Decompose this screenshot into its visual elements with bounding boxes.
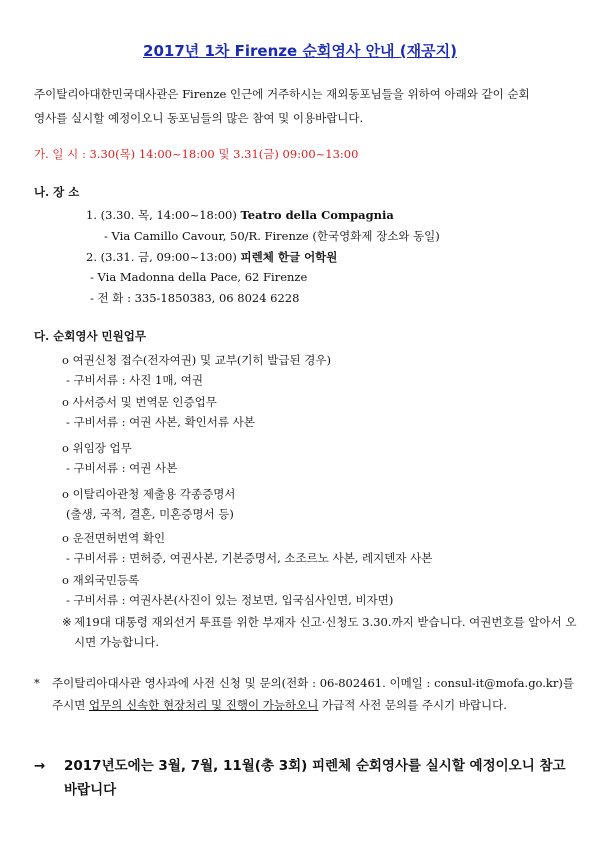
service-title: o 운전면허번역 확인 (62, 531, 166, 545)
place-heading: 나. 장 소 (34, 185, 80, 199)
service-item (62, 530, 582, 566)
intro-paragraph (34, 82, 574, 130)
service-documents: (출생, 국적, 결혼, 미혼증명서 등) (66, 507, 234, 521)
intro-line: 주이탈리아대한민국대사관은 Firenze 인근에 거주하시는 재외동포님들을 위하여 아래와 같이 순회 (34, 87, 530, 101)
service-item (62, 394, 582, 430)
service-documents: - 구비서류 : 여권사본(사진이 있는 정보면, 입국심사인면, 비자면) (66, 593, 394, 607)
service-item (62, 486, 582, 522)
service-title: o 위임장 업무 (62, 441, 132, 455)
page-title: 2017년 1차 Firenze 순회영사 안내 (재공지) (143, 42, 457, 60)
place-first-venue: Teatro della Compagnia (240, 208, 394, 222)
place-first-time: 1. (3.30. 목, 14:00~18:00) (86, 208, 241, 222)
contact-underlined-text: 업무의 신속한 현장처리 및 진행이 가능하오니 (88, 698, 319, 712)
schedule-announcement (34, 754, 574, 802)
service-documents: - 구비서류 : 여권 사본, 확인서류 사본 (66, 415, 255, 429)
contact-text (52, 672, 574, 716)
service-item (62, 352, 582, 388)
service-item (62, 440, 582, 476)
service-title: o 사서증서 및 번역문 인증업무 (62, 395, 217, 409)
contact-text-part: 가급적 사전 문의를 주시기 바랍니다. (318, 698, 507, 712)
election-note (62, 612, 582, 652)
arrow-icon: → (34, 758, 46, 774)
intro-line: 영사를 실시할 예정이오니 동포님들의 많은 참여 및 이용바랍니다. (34, 111, 364, 125)
service-documents: - 구비서류 : 사진 1매, 여권 (66, 373, 203, 387)
place-second-phone: - 전 화 : 335-1850383, 06 8024 6228 (90, 291, 300, 305)
place-first (86, 207, 394, 223)
service-documents: - 구비서류 : 여권 사본 (66, 461, 178, 475)
service-item (62, 572, 582, 608)
note-text: 제19대 대통령 재외선거 투표를 위한 부재자 신고·신청도 3.30.까지 받습니다. 여권번호를 알아서 오시면 가능합니다. (74, 615, 577, 649)
schedule-date: 가. 일 시 : 3.30(목) 14:00~18:00 및 3.31(금) 09:00~13:00 (34, 147, 359, 161)
place-first-address: - Via Camillo Cavour, 50/R. Firenze (한국영화제 장소와 동일) (104, 229, 440, 243)
note-mark: ※ (62, 615, 72, 629)
service-title: o 이탈리아관청 제출용 각종증명서 (62, 487, 236, 501)
place-second (86, 249, 337, 265)
service-title: o 재외국민등록 (62, 573, 140, 587)
contact-mark: * (34, 676, 40, 690)
announcement-text: 2017년도에는 3월, 7월, 11월(총 3회) 피렌체 순회영사를 실시할 예정이오니 참고바랍니다 (64, 758, 566, 798)
contact-text-part: 주이탈리아대사관 영사과에 사전 신청 및 문의(전화 : 06-802461. 이메일 : consul-it@mofa.go.kr)를 주시면 (52, 676, 574, 712)
services-heading: 다. 순회영사 민원업무 (34, 329, 146, 343)
contact-paragraph (34, 672, 574, 716)
service-documents: - 구비서류 : 면허증, 여권사본, 기본증명서, 소조르노 사본, 레지덴자 사본 (66, 551, 433, 565)
place-second-venue: 피렌체 한글 어학원 (240, 250, 338, 264)
service-title: o 여권신청 접수(전자여권) 및 교부(기히 발급된 경우) (62, 353, 331, 367)
place-second-address: - Via Madonna della Pace, 62 Firenze (90, 270, 308, 284)
place-second-time: 2. (3.31. 금, 09:00~13:00) (86, 250, 241, 264)
